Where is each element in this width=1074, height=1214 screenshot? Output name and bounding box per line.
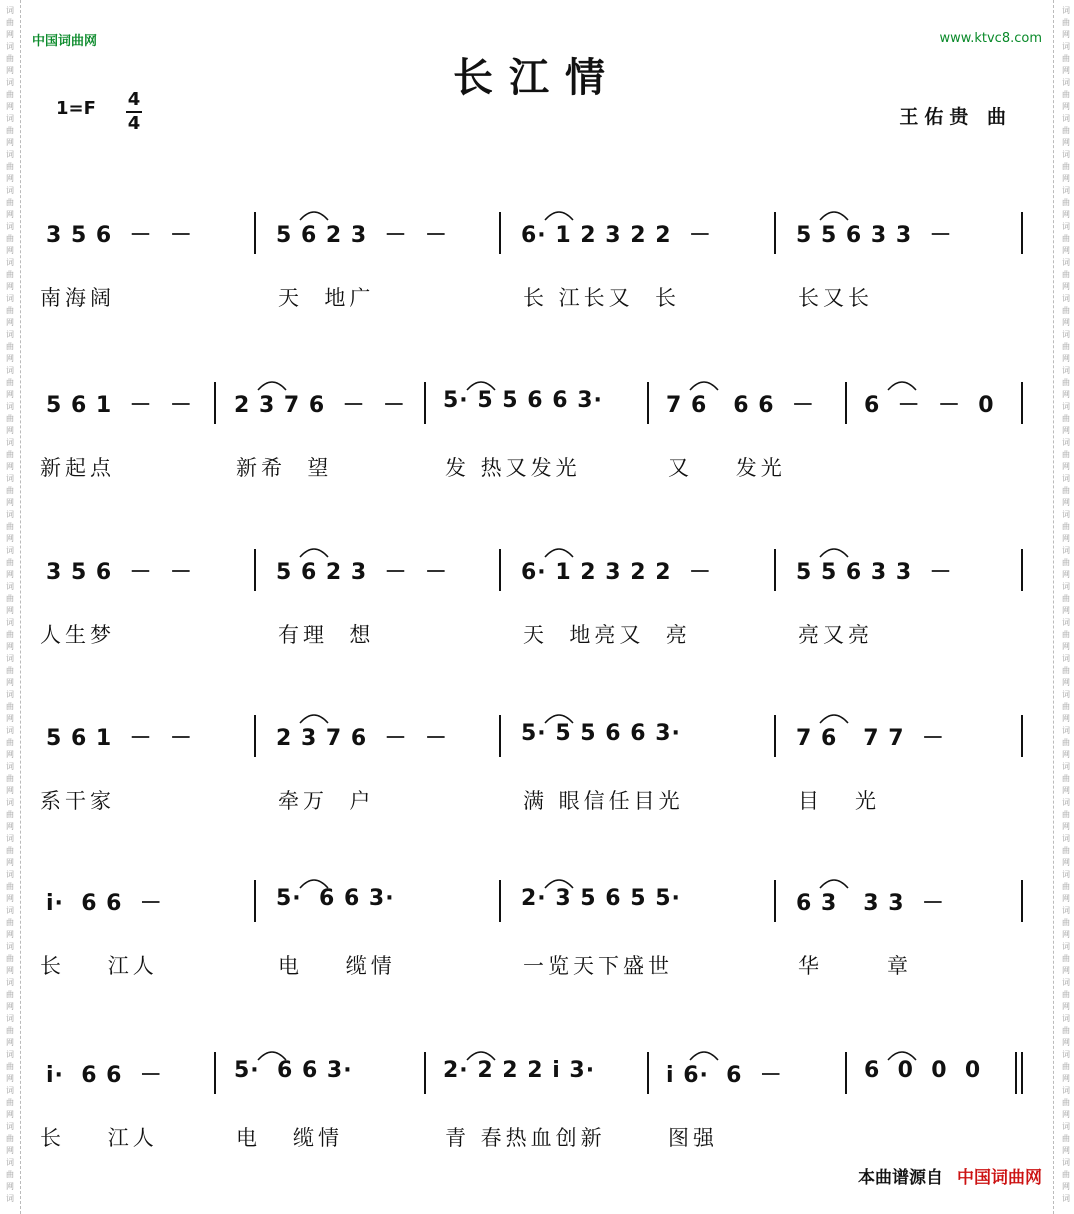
watermark-glyph: 曲 <box>6 90 14 99</box>
watermark-glyph: 词 <box>1062 1158 1070 1167</box>
watermark-glyph: 网 <box>6 642 14 651</box>
watermark-glyph: 曲 <box>1062 918 1070 927</box>
watermark-glyph: 网 <box>1062 570 1070 579</box>
watermark-glyph: 曲 <box>1062 90 1070 99</box>
watermark-glyph: 网 <box>1062 750 1070 759</box>
watermark-glyph: 曲 <box>1062 522 1070 531</box>
score-line <box>0 1030 1074 1150</box>
watermark-glyph: 曲 <box>6 414 14 423</box>
watermark-glyph: 词 <box>1062 906 1070 915</box>
watermark-glyph: 词 <box>1062 438 1070 447</box>
measure-notes: 7 6 6 6 － <box>666 393 815 418</box>
watermark-glyph: 词 <box>6 438 14 447</box>
lyric-segment: 长 江长又 长 <box>523 286 681 310</box>
measure-notes: i 6· 6 － <box>666 1063 783 1088</box>
watermark-glyph: 网 <box>6 750 14 759</box>
watermark-glyph: 网 <box>6 426 14 435</box>
lyric-segment: 长又长 <box>798 286 873 310</box>
watermark-glyph: 曲 <box>1062 1098 1070 1107</box>
lyric-segment: 目 光 <box>798 789 881 813</box>
watermark-glyph: 曲 <box>6 990 14 999</box>
measure-notes: 6· 1 2 3 2 2 － <box>521 223 712 248</box>
watermark-glyph: 词 <box>1062 726 1070 735</box>
measure-notes: 2 3 7 6 － － <box>234 393 406 418</box>
watermark-glyph: 曲 <box>6 1062 14 1071</box>
watermark-glyph: 词 <box>6 726 14 735</box>
watermark-glyph: 曲 <box>6 1098 14 1107</box>
score-line <box>0 360 1074 480</box>
watermark-glyph: 词 <box>6 798 14 807</box>
watermark-glyph: 网 <box>6 1002 14 1011</box>
watermark-glyph: 网 <box>6 786 14 795</box>
watermark-glyph: 曲 <box>1062 1026 1070 1035</box>
watermark-glyph: 曲 <box>6 450 14 459</box>
watermark-glyph: 词 <box>6 654 14 663</box>
watermark-glyph: 曲 <box>1062 414 1070 423</box>
measure-notes: 5· 5 5 6 6 3· <box>521 721 681 746</box>
lyric-segment: 青 春热血创新 <box>445 1126 606 1150</box>
watermark-glyph: 网 <box>1062 1038 1070 1047</box>
score-line <box>0 527 1074 647</box>
watermark-glyph: 词 <box>6 906 14 915</box>
watermark-glyph: 词 <box>6 6 14 15</box>
watermark-glyph: 词 <box>1062 150 1070 159</box>
watermark-glyph: 网 <box>6 858 14 867</box>
watermark-glyph: 曲 <box>6 342 14 351</box>
watermark-glyph: 网 <box>1062 1146 1070 1155</box>
measure-notes: 6 － － 0 <box>864 393 995 418</box>
watermark-glyph: 词 <box>6 1086 14 1095</box>
watermark-glyph: 词 <box>1062 942 1070 951</box>
watermark-glyph: 曲 <box>1062 702 1070 711</box>
watermark-glyph: 词 <box>1062 690 1070 699</box>
time-signature-bottom: 4 <box>127 113 141 134</box>
measure-notes: 5· 5 5 6 6 3· <box>443 388 603 413</box>
watermark-glyph: 曲 <box>1062 450 1070 459</box>
watermark-glyph: 网 <box>6 534 14 543</box>
watermark-glyph: 曲 <box>1062 594 1070 603</box>
watermark-glyph: 曲 <box>6 846 14 855</box>
measure-notes: 5 6 2 3 － － <box>276 560 448 585</box>
measure-notes: 2· 2 2 2 i 3· <box>443 1058 596 1083</box>
watermark-glyph: 曲 <box>6 162 14 171</box>
watermark-glyph: 曲 <box>6 1170 14 1179</box>
watermark-glyph: 网 <box>6 354 14 363</box>
watermark-glyph: 曲 <box>6 126 14 135</box>
watermark-glyph: 网 <box>1062 894 1070 903</box>
watermark-glyph: 词 <box>1062 474 1070 483</box>
watermark-glyph: 词 <box>6 402 14 411</box>
watermark-glyph: 网 <box>1062 930 1070 939</box>
watermark-glyph: 网 <box>1062 102 1070 111</box>
watermark-glyph: 词 <box>1062 78 1070 87</box>
watermark-glyph: 网 <box>1062 534 1070 543</box>
key-signature: 1=F <box>56 98 96 119</box>
measure-notes: 6 0 0 0 <box>864 1058 982 1083</box>
watermark-glyph: 网 <box>6 894 14 903</box>
watermark-glyph: 网 <box>1062 966 1070 975</box>
watermark-glyph: 网 <box>1062 210 1070 219</box>
composer-credit: 王佑贵 曲 <box>899 106 1012 128</box>
watermark-glyph: 曲 <box>6 558 14 567</box>
watermark-glyph: 曲 <box>1062 666 1070 675</box>
watermark-glyph: 词 <box>6 258 14 267</box>
measure-notes: 5 5 6 3 3 － <box>796 560 953 585</box>
watermark-glyph: 曲 <box>6 774 14 783</box>
watermark-glyph: 曲 <box>6 630 14 639</box>
watermark-glyph: 词 <box>1062 258 1070 267</box>
watermark-glyph: 词 <box>1062 978 1070 987</box>
watermark-glyph: 词 <box>6 294 14 303</box>
measure-notes: 5 6 1 － － <box>46 393 193 418</box>
watermark-glyph: 词 <box>1062 798 1070 807</box>
time-signature <box>126 90 142 134</box>
lyric-segment: 长 江人 <box>40 1126 158 1150</box>
watermark-glyph: 网 <box>6 66 14 75</box>
watermark-glyph: 曲 <box>1062 558 1070 567</box>
lyric-segment: 电 缆情 <box>278 954 396 978</box>
watermark-glyph: 网 <box>6 966 14 975</box>
lyric-segment: 系干家 <box>40 789 115 813</box>
watermark-glyph: 网 <box>1062 354 1070 363</box>
watermark-glyph: 网 <box>1062 246 1070 255</box>
watermark-glyph: 词 <box>1062 222 1070 231</box>
measure-notes: i· 6 6 － <box>46 1063 163 1088</box>
watermark-glyph: 网 <box>1062 1074 1070 1083</box>
watermark-glyph: 词 <box>6 222 14 231</box>
measure-notes: 3 5 6 － － <box>46 560 193 585</box>
watermark-glyph: 曲 <box>1062 378 1070 387</box>
watermark-glyph: 词 <box>1062 582 1070 591</box>
watermark-glyph: 网 <box>6 714 14 723</box>
measure-notes: 5· 6 6 3· <box>276 886 395 911</box>
measure-notes: 2 3 7 6 － － <box>276 726 448 751</box>
watermark-glyph: 曲 <box>1062 846 1070 855</box>
measure-notes: i· 6 6 － <box>46 891 163 916</box>
watermark-glyph: 词 <box>1062 366 1070 375</box>
watermark-glyph: 网 <box>6 282 14 291</box>
watermark-glyph: 词 <box>1062 546 1070 555</box>
watermark-glyph: 词 <box>1062 330 1070 339</box>
watermark-glyph: 词 <box>6 474 14 483</box>
lyric-segment: 华 章 <box>798 954 913 978</box>
watermark-glyph: 曲 <box>1062 1170 1070 1179</box>
watermark-glyph: 词 <box>6 78 14 87</box>
watermark-glyph: 词 <box>6 1050 14 1059</box>
watermark-glyph: 词 <box>6 1194 14 1203</box>
watermark-glyph: 曲 <box>6 270 14 279</box>
score-line <box>0 190 1074 310</box>
watermark-glyph: 曲 <box>6 702 14 711</box>
lyric-segment: 一览天下盛世 <box>523 954 673 978</box>
watermark-glyph: 曲 <box>6 522 14 531</box>
watermark-glyph: 词 <box>1062 402 1070 411</box>
watermark-glyph: 词 <box>1062 834 1070 843</box>
measure-notes: 5 6 2 3 － － <box>276 223 448 248</box>
watermark-glyph: 网 <box>1062 822 1070 831</box>
source-label: 本曲谱源自 <box>858 1168 943 1188</box>
watermark-glyph: 网 <box>6 570 14 579</box>
score-line <box>0 858 1074 978</box>
time-signature-top: 4 <box>127 89 141 110</box>
watermark-glyph: 曲 <box>1062 234 1070 243</box>
watermark-glyph: 曲 <box>1062 1134 1070 1143</box>
watermark-glyph: 词 <box>1062 1086 1070 1095</box>
watermark-glyph: 曲 <box>1062 54 1070 63</box>
watermark-glyph: 网 <box>6 462 14 471</box>
watermark-glyph: 曲 <box>1062 342 1070 351</box>
watermark-glyph: 曲 <box>1062 198 1070 207</box>
watermark-glyph: 词 <box>6 150 14 159</box>
watermark-glyph: 网 <box>6 138 14 147</box>
watermark-glyph: 网 <box>1062 678 1070 687</box>
watermark-glyph: 词 <box>6 42 14 51</box>
watermark-glyph: 网 <box>1062 858 1070 867</box>
watermark-glyph: 词 <box>1062 1050 1070 1059</box>
watermark-glyph: 曲 <box>6 810 14 819</box>
watermark-glyph: 网 <box>6 822 14 831</box>
watermark-glyph: 曲 <box>6 882 14 891</box>
watermark-glyph: 网 <box>1062 426 1070 435</box>
watermark-glyph: 词 <box>1062 1194 1070 1203</box>
watermark-glyph: 曲 <box>1062 270 1070 279</box>
watermark-glyph: 网 <box>1062 66 1070 75</box>
watermark-glyph: 曲 <box>6 378 14 387</box>
watermark-glyph: 词 <box>6 762 14 771</box>
watermark-glyph: 词 <box>1062 6 1070 15</box>
measure-notes: 6 3 3 3 － <box>796 891 945 916</box>
watermark-glyph: 曲 <box>6 54 14 63</box>
song-title: 长江情 <box>453 55 621 101</box>
watermark-glyph: 词 <box>6 690 14 699</box>
watermark-glyph: 词 <box>6 186 14 195</box>
lyric-segment: 南海阔 <box>40 286 115 310</box>
watermark-glyph: 词 <box>6 1122 14 1131</box>
watermark-glyph: 曲 <box>6 738 14 747</box>
watermark-glyph: 词 <box>6 546 14 555</box>
watermark-glyph: 网 <box>6 30 14 39</box>
watermark-glyph: 词 <box>1062 510 1070 519</box>
watermark-glyph: 曲 <box>6 918 14 927</box>
watermark-glyph: 词 <box>6 978 14 987</box>
lyric-segment: 新起点 <box>40 456 115 480</box>
watermark-glyph: 词 <box>1062 1122 1070 1131</box>
measure-notes: 6· 1 2 3 2 2 － <box>521 560 712 585</box>
watermark-glyph: 词 <box>1062 762 1070 771</box>
lyric-segment: 满 眼信任目光 <box>523 789 684 813</box>
watermark-glyph: 词 <box>6 366 14 375</box>
watermark-glyph: 曲 <box>1062 630 1070 639</box>
watermark-glyph: 网 <box>6 246 14 255</box>
watermark-glyph: 曲 <box>1062 306 1070 315</box>
watermark-glyph: 词 <box>6 1158 14 1167</box>
watermark-glyph: 网 <box>1062 390 1070 399</box>
site-url-top-right[interactable]: www.ktvc8.com <box>939 31 1042 46</box>
watermark-glyph: 词 <box>6 1014 14 1023</box>
watermark-glyph: 网 <box>1062 1002 1070 1011</box>
watermark-glyph: 网 <box>6 318 14 327</box>
watermark-glyph: 网 <box>6 1110 14 1119</box>
watermark-glyph: 网 <box>6 1182 14 1191</box>
watermark-glyph: 词 <box>1062 1014 1070 1023</box>
watermark-glyph: 网 <box>1062 1182 1070 1191</box>
lyric-segment: 电 缆情 <box>236 1126 344 1150</box>
watermark-glyph: 网 <box>1062 606 1070 615</box>
lyric-segment: 图强 <box>668 1126 718 1150</box>
watermark-glyph: 词 <box>6 942 14 951</box>
score-line <box>0 693 1074 813</box>
watermark-glyph: 网 <box>1062 714 1070 723</box>
watermark-glyph: 曲 <box>1062 738 1070 747</box>
watermark-glyph: 曲 <box>1062 18 1070 27</box>
watermark-glyph: 曲 <box>6 954 14 963</box>
watermark-glyph: 词 <box>6 834 14 843</box>
watermark-glyph: 曲 <box>1062 774 1070 783</box>
watermark-glyph: 词 <box>6 582 14 591</box>
measure-notes: 5· 6 6 3· <box>234 1058 353 1083</box>
watermark-glyph: 网 <box>6 174 14 183</box>
source-brand[interactable]: 中国词曲网 <box>957 1168 1042 1188</box>
source-footer <box>858 1163 1042 1188</box>
measure-notes: 3 5 6 － － <box>46 223 193 248</box>
watermark-glyph: 曲 <box>1062 810 1070 819</box>
watermark-glyph: 词 <box>6 510 14 519</box>
lyric-segment: 新希 望 <box>236 456 333 480</box>
watermark-glyph: 网 <box>6 390 14 399</box>
watermark-glyph: 词 <box>1062 870 1070 879</box>
watermark-glyph: 曲 <box>6 486 14 495</box>
watermark-glyph: 网 <box>1062 30 1070 39</box>
watermark-glyph: 曲 <box>6 234 14 243</box>
watermark-glyph: 曲 <box>1062 486 1070 495</box>
watermark-glyph: 词 <box>1062 294 1070 303</box>
watermark-glyph: 网 <box>1062 174 1070 183</box>
lyric-segment: 天 地广 <box>278 286 375 310</box>
watermark-glyph: 网 <box>6 210 14 219</box>
watermark-glyph: 曲 <box>1062 162 1070 171</box>
watermark-glyph: 网 <box>1062 318 1070 327</box>
lyric-segment: 亮又亮 <box>798 623 873 647</box>
watermark-glyph: 词 <box>6 330 14 339</box>
watermark-glyph: 网 <box>1062 786 1070 795</box>
lyric-segment: 人生梦 <box>40 623 115 647</box>
watermark-glyph: 词 <box>1062 114 1070 123</box>
watermark-glyph: 网 <box>6 930 14 939</box>
watermark-glyph: 网 <box>6 498 14 507</box>
watermark-glyph: 曲 <box>6 666 14 675</box>
watermark-glyph: 曲 <box>1062 126 1070 135</box>
watermark-glyph: 网 <box>6 102 14 111</box>
watermark-glyph: 词 <box>1062 618 1070 627</box>
watermark-glyph: 网 <box>1062 498 1070 507</box>
watermark-glyph: 曲 <box>6 594 14 603</box>
lyric-segment: 发 热又发光 <box>445 456 581 480</box>
watermark-glyph: 曲 <box>1062 954 1070 963</box>
watermark-glyph: 网 <box>6 606 14 615</box>
lyric-segment: 又 发光 <box>668 456 786 480</box>
watermark-glyph: 词 <box>1062 186 1070 195</box>
watermark-glyph: 网 <box>1062 1110 1070 1119</box>
watermark-glyph: 曲 <box>1062 990 1070 999</box>
lyric-segment: 有理 想 <box>278 623 375 647</box>
watermark-glyph: 词 <box>6 114 14 123</box>
watermark-glyph: 曲 <box>6 18 14 27</box>
lyric-segment: 长 江人 <box>40 954 158 978</box>
measure-notes: 5 5 6 3 3 － <box>796 223 953 248</box>
watermark-glyph: 曲 <box>6 306 14 315</box>
site-name-top-left[interactable]: 中国词曲网 <box>32 34 98 49</box>
watermark-glyph: 网 <box>6 1074 14 1083</box>
watermark-glyph: 曲 <box>6 1026 14 1035</box>
watermark-glyph: 词 <box>6 870 14 879</box>
watermark-glyph: 网 <box>1062 138 1070 147</box>
watermark-glyph: 网 <box>1062 642 1070 651</box>
watermark-glyph: 曲 <box>1062 1062 1070 1071</box>
watermark-glyph: 词 <box>6 618 14 627</box>
watermark-glyph: 网 <box>6 1038 14 1047</box>
measure-notes: 2· 3 5 6 5 5· <box>521 886 681 911</box>
watermark-glyph: 网 <box>6 1146 14 1155</box>
watermark-glyph: 曲 <box>6 1134 14 1143</box>
measure-notes: 5 6 1 － － <box>46 726 193 751</box>
watermark-glyph: 网 <box>6 678 14 687</box>
watermark-glyph: 网 <box>1062 462 1070 471</box>
watermark-glyph: 曲 <box>1062 882 1070 891</box>
watermark-glyph: 词 <box>1062 42 1070 51</box>
watermark-glyph: 网 <box>1062 282 1070 291</box>
lyric-segment: 牵万 户 <box>278 789 375 813</box>
measure-notes: 7 6 7 7 － <box>796 726 945 751</box>
lyric-segment: 天 地亮又 亮 <box>523 623 691 647</box>
watermark-glyph: 词 <box>1062 654 1070 663</box>
watermark-glyph: 曲 <box>6 198 14 207</box>
